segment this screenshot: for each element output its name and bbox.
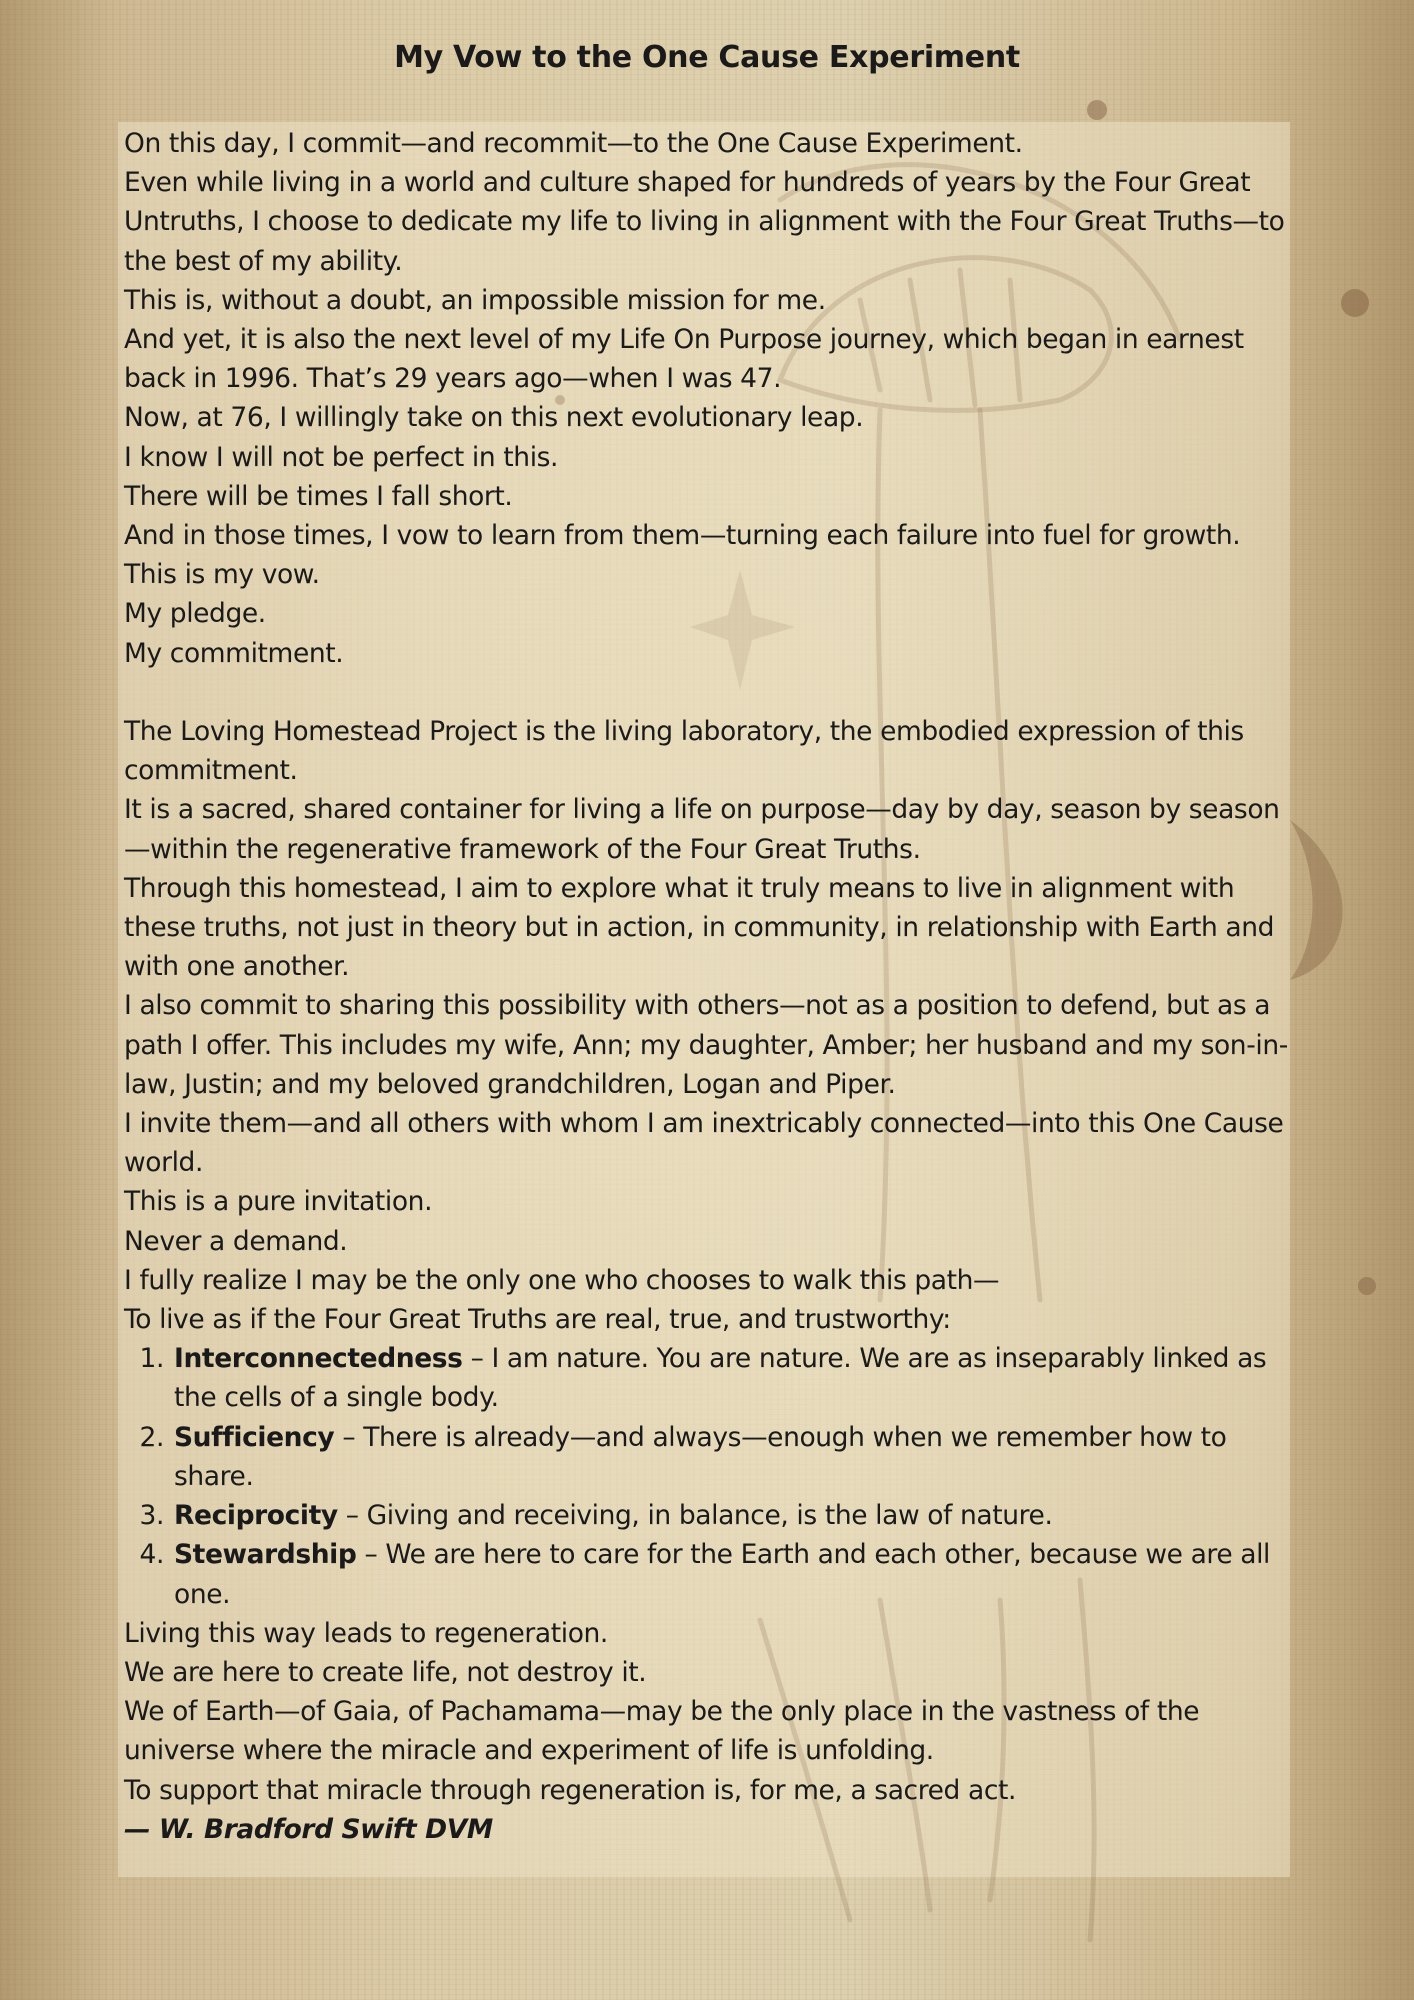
truth-description: – Giving and receiving, in balance, is the law of nature. (337, 1500, 1053, 1532)
paragraph: To support that miracle through regeneration is, for me, a sacred act. (124, 1774, 1017, 1806)
dot-ornament (1341, 289, 1369, 317)
paragraph: Living this way leads to regeneration. (124, 1617, 608, 1649)
paragraph: We are here to create life, not destroy it. (124, 1656, 647, 1688)
truth-description: – We are here to care for the Earth and each other, because we are all one. (174, 1539, 1271, 1610)
truth-description: – I am nature. You are nature. We are as inseparably linked as the cells of a single body. (174, 1343, 1267, 1414)
section-spacer (124, 673, 1296, 712)
paragraph: My commitment. (124, 637, 344, 669)
paragraph: We of Earth—of Gaia, of Pachamama—may be the only place in the vastness of the universe where the miracle and experiment of life is unfolding. (124, 1696, 1200, 1767)
paragraph: The Loving Homestead Project is the living laboratory, the embodied expression of this commitment. (124, 716, 1244, 787)
paragraph: Now, at 76, I willingly take on this next evolutionary leap. (124, 402, 864, 434)
paragraph: Even while living in a world and culture shaped for hundreds of years by the Four Great Untruths, I choose to dedicate my life to living in alignment with the Four Great Truths—to the best of my ability. (124, 167, 1285, 277)
paragraph: It is a sacred, shared container for living a life on purpose—day by day, season by season—within the regenerative framework of the Four Great Truths. (124, 794, 1280, 865)
paragraph: I know I will not be perfect in this. (124, 441, 559, 473)
list-item-reciprocity (172, 1496, 1296, 1535)
dot-ornament (1358, 1277, 1376, 1295)
paragraph: I fully realize I may be the only one who chooses to walk this path— (124, 1264, 1000, 1296)
truth-term: Interconnectedness (174, 1343, 463, 1375)
paragraph: This is a pure invitation. (124, 1186, 433, 1218)
paragraph: On this day, I commit—and recommit—to the One Cause Experiment. (124, 128, 1023, 159)
paragraph: My pledge. (124, 598, 266, 630)
paragraph: Never a demand. (124, 1225, 348, 1257)
paragraph: And in those times, I vow to learn from them—turning each failure into fuel for growth. (124, 520, 1241, 552)
list-item-sufficiency (172, 1418, 1296, 1496)
signature: — W. Bradford Swift DVM (124, 1813, 493, 1845)
paragraph: I also commit to sharing this possibility with others—not as a position to defend, but as a path I offer. This includes my wife, Ann; my daughter, Amber; her husband and my son-in-law, Justin; and my beloved grandchildren, Logan and Piper. (124, 990, 1288, 1100)
four-great-truths-list (124, 1339, 1296, 1613)
dot-ornament (1087, 100, 1107, 120)
paragraph: And yet, it is also the next level of my Life On Purpose journey, which began in earnest back in 1996. That’s 29 years ago—when I was 47. (124, 324, 1244, 395)
paragraph: This is, without a doubt, an impossible mission for me. (124, 284, 826, 316)
paragraph: To live as if the Four Great Truths are real, true, and trustworthy: (124, 1304, 951, 1336)
truth-term: Reciprocity (174, 1500, 338, 1532)
paragraph: Through this homestead, I aim to explore what it truly means to live in alignment with these truths, not just in theory but in action, in community, in relationship with Earth and with one another. (124, 872, 1275, 983)
list-item-stewardship (172, 1535, 1296, 1613)
paragraph: This is my vow. (124, 559, 320, 591)
vow-body (124, 124, 1296, 1849)
paragraph: There will be times I fall short. (124, 480, 513, 512)
document-title: My Vow to the One Cause Experiment (394, 40, 1020, 75)
truth-term: Stewardship (174, 1539, 357, 1571)
paragraph: I invite them—and all others with whom I am inextricably connected—into this One Cause world. (124, 1108, 1284, 1179)
truth-term: Sufficiency (174, 1421, 335, 1453)
side-crescent-shape (1290, 820, 1343, 980)
truth-description: – There is already—and always—enough when we remember how to share. (174, 1421, 1227, 1492)
list-item-interconnectedness (172, 1339, 1296, 1417)
